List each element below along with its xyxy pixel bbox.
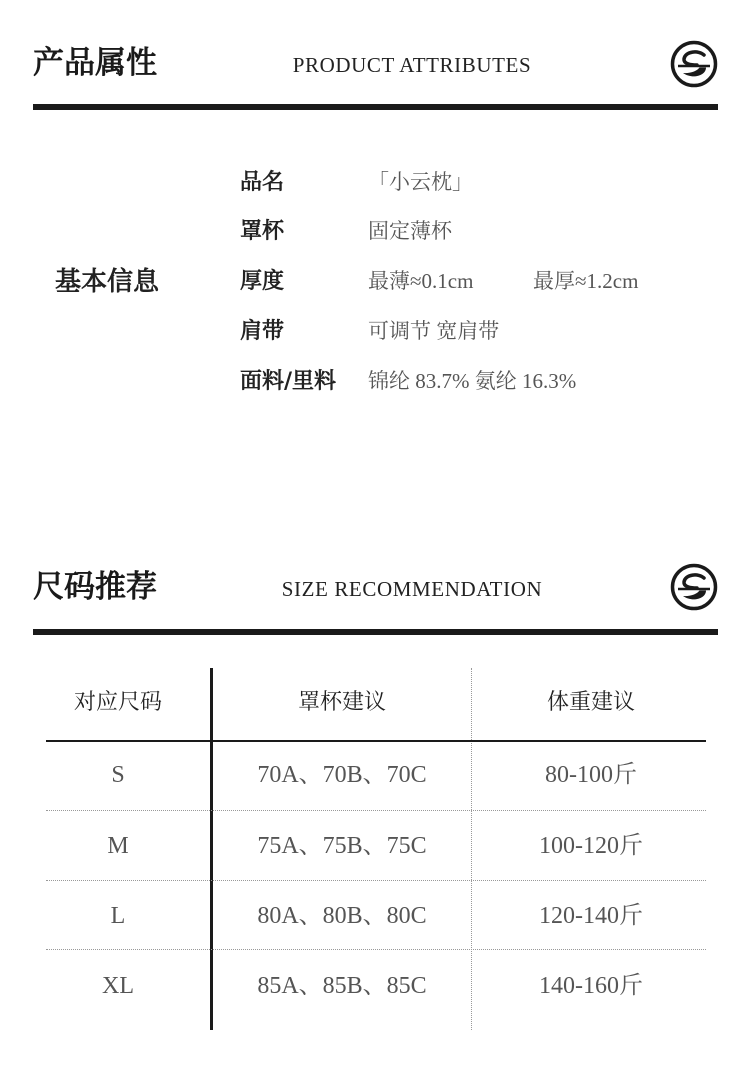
table-cell-weight: 140-160斤 [539,973,643,999]
table-cell-weight: 100-120斤 [539,833,643,859]
table-cell-size: XL [102,973,134,999]
size-title-en: SIZE RECOMMENDATION [281,577,543,601]
attribute-label: 罩杯 [240,218,285,244]
table-header-size: 对应尺码 [73,690,162,715]
table-cell-size: M [107,833,129,859]
basic-info-label: 基本信息 [55,267,160,297]
table-header-weight: 体重建议 [546,690,635,715]
table-cell-weight: 80-100斤 [545,762,637,788]
table-cell-weight: 120-140斤 [539,903,643,929]
brand-logo-icon [670,563,718,611]
attribute-label: 厚度 [240,268,285,294]
section-divider [33,104,718,110]
brand-logo-icon-svg [670,563,718,611]
attribute-label: 肩带 [240,318,285,344]
attribute-row-fabric [0,366,750,396]
attributes-title-cn: 产品属性 [33,45,157,81]
attribute-row-cup [0,216,750,246]
attributes-title-en: PRODUCT ATTRIBUTES [292,53,532,77]
attribute-value-thinnest: 最薄≈0.1cm [368,269,474,293]
attribute-label: 面料/里料 [240,368,337,394]
brand-logo-icon [670,40,718,88]
attribute-row-strap [0,316,750,346]
table-column-divider-dotted [471,668,472,1030]
table-row-divider [46,949,706,950]
attribute-row-thickness [0,266,750,296]
attribute-row-name [0,167,750,197]
attribute-value: 可调节 宽肩带 [368,319,500,343]
attribute-label: 品名 [240,169,285,195]
attribute-value-thickest: 最厚≈1.2cm [533,269,639,293]
size-title-cn: 尺码推荐 [33,569,157,605]
table-row-divider [46,810,706,811]
table-cell-size: S [111,762,125,788]
table-cell-cup: 80A、80B、80C [257,903,427,929]
brand-logo-icon-svg [670,40,718,88]
table-cell-size: L [110,903,126,929]
attribute-value: 锦纶 83.7% 氨纶 16.3% [368,369,577,393]
table-cell-cup: 70A、70B、70C [257,762,427,788]
attribute-value: 「小云枕」 [368,170,473,194]
table-cell-cup: 85A、85B、85C [257,973,427,999]
table-row-divider [46,880,706,881]
table-header-divider [46,740,706,742]
attribute-value: 固定薄杯 [368,219,452,243]
section-divider [33,629,718,635]
table-cell-cup: 75A、75B、75C [257,833,427,859]
table-header-cup: 罩杯建议 [297,690,386,715]
